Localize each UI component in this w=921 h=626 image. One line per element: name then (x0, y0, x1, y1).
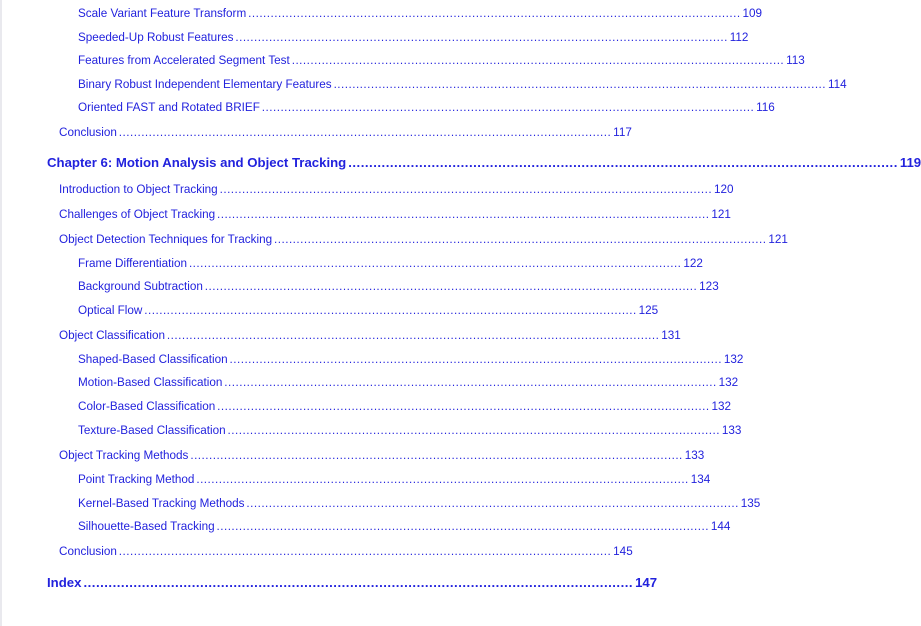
toc-entry-label: Object Classification (59, 328, 166, 342)
toc-entry-label: Scale Variant Feature Transform (78, 6, 247, 20)
toc-page-number: 123 (699, 279, 719, 293)
toc-page-number: 122 (683, 256, 703, 270)
toc-entry-optical-flow[interactable] (78, 303, 659, 317)
toc-page-number: 112 (729, 30, 749, 44)
toc-entry-texture-based[interactable] (78, 423, 742, 437)
toc-entry-index[interactable] (47, 575, 658, 590)
dot-leader: .................................................................................................................................... (83, 575, 634, 590)
toc-page-number: 135 (740, 496, 761, 510)
dot-leader: .................................................................................................................................... (227, 423, 720, 437)
dot-leader: .................................................................................................................................... (248, 6, 741, 20)
toc-entry-label: Motion-Based Classification (78, 375, 223, 389)
toc-entry-color-based[interactable] (78, 399, 732, 413)
toc-entry-label: Binary Robust Independent Elementary Features (78, 77, 332, 91)
toc-entry-sift[interactable] (78, 6, 763, 20)
toc-entry-label: Speeded-Up Robust Features (78, 30, 234, 44)
dot-leader: .................................................................................................................................... (204, 279, 698, 293)
toc-entry-label: Conclusion (59, 544, 117, 558)
toc-entry-label: Object Detection Techniques for Tracking (59, 232, 273, 246)
toc-entry-label: Kernel-Based Tracking Methods (78, 496, 245, 510)
toc-entry-label: Features from Accelerated Segment Test (78, 53, 290, 67)
dot-leader: .................................................................................................................................... (235, 30, 728, 44)
toc-entry-silhouette-based[interactable] (78, 519, 731, 533)
dot-leader: .................................................................................................................................... (144, 303, 637, 317)
toc-page-number: 119 (899, 155, 921, 170)
dot-leader: .................................................................................................................................... (217, 399, 710, 413)
toc-page-number: 114 (827, 77, 847, 91)
toc-entry-frame-differentiation[interactable] (78, 256, 703, 270)
toc-chapter-title: Chapter 6: Motion Analysis and Object Tracking (47, 155, 347, 170)
dot-leader: .................................................................................................................................... (118, 544, 612, 558)
toc-entry-label: Oriented FAST and Rotated BRIEF (78, 100, 260, 114)
dot-leader: .................................................................................................................................... (118, 125, 612, 139)
toc-chapter-title: Index (47, 575, 82, 590)
toc-entry-label: Challenges of Object Tracking (59, 207, 216, 221)
toc-entry-surf[interactable] (78, 30, 749, 44)
toc-page-number: 133 (721, 423, 742, 437)
toc-page-number: 121 (711, 207, 731, 221)
toc-page-number: 133 (684, 448, 705, 462)
dot-leader: .................................................................................................................................... (348, 155, 898, 170)
dot-leader: .................................................................................................................................... (224, 375, 717, 389)
toc-entry-label: Conclusion (59, 125, 117, 139)
toc-entry-detection-techniques[interactable] (59, 232, 788, 246)
dot-leader: .................................................................................................................................... (333, 77, 827, 91)
toc-page-number: 125 (638, 303, 659, 317)
toc-page-number: 117 (613, 125, 632, 139)
dot-leader: .................................................................................................................................... (291, 53, 785, 67)
toc-entry-fast[interactable] (78, 53, 805, 67)
toc-page-number: 147 (635, 575, 658, 590)
toc-entry-label: Shaped-Based Classification (78, 352, 228, 366)
dot-leader: .................................................................................................................................... (190, 448, 683, 462)
toc-entry-shaped-based[interactable] (78, 352, 744, 366)
dot-leader: .................................................................................................................................... (217, 207, 710, 221)
toc-entry-label: Silhouette-Based Tracking (78, 519, 215, 533)
toc-page-number: 116 (756, 100, 775, 114)
toc-entry-label: Optical Flow (78, 303, 143, 317)
toc-entry-label: Object Tracking Methods (59, 448, 189, 462)
toc-entry-tracking-methods[interactable] (59, 448, 705, 462)
toc-entry-conclusion-ch6[interactable] (59, 544, 633, 558)
toc-entry-orb[interactable] (78, 100, 775, 114)
toc-page-number: 120 (713, 182, 734, 196)
dot-leader: .................................................................................................................................... (274, 232, 767, 246)
toc-page-number: 145 (613, 544, 633, 558)
toc-entry-background-subtraction[interactable] (78, 279, 719, 293)
toc-entry-brief[interactable] (78, 77, 847, 91)
toc-page-number: 132 (718, 375, 739, 389)
toc-entry-label: Introduction to Object Tracking (59, 182, 218, 196)
dot-leader: .................................................................................................................................... (166, 328, 660, 342)
toc-entry-label: Background Subtraction (78, 279, 203, 293)
toc-entry-intro-object-tracking[interactable] (59, 182, 734, 196)
toc-page-number: 109 (742, 6, 763, 20)
dot-leader: .................................................................................................................................... (219, 182, 713, 196)
dot-leader: .................................................................................................................................... (216, 519, 709, 533)
toc-entry-conclusion-ch5[interactable] (59, 125, 632, 139)
toc-entry-chapter-6[interactable] (47, 155, 921, 170)
dot-leader: .................................................................................................................................... (261, 100, 755, 114)
toc-entry-kernel-based[interactable] (78, 496, 761, 510)
toc-entry-label: Point Tracking Method (78, 472, 195, 486)
toc-entry-motion-based[interactable] (78, 375, 739, 389)
toc-page-number: 113 (786, 53, 805, 67)
toc-page-number: 144 (710, 519, 731, 533)
toc-entry-point-tracking[interactable] (78, 472, 711, 486)
toc-entry-label: Color-Based Classification (78, 399, 216, 413)
page-left-edge (0, 0, 2, 626)
toc-page-number: 134 (690, 472, 711, 486)
dot-leader: .................................................................................................................................... (246, 496, 739, 510)
toc-entry-label: Texture-Based Classification (78, 423, 226, 437)
toc-page-number: 131 (661, 328, 681, 342)
dot-leader: .................................................................................................................................... (188, 256, 682, 270)
toc-entry-label: Frame Differentiation (78, 256, 188, 270)
dot-leader: .................................................................................................................................... (196, 472, 689, 486)
toc-entry-challenges[interactable] (59, 207, 731, 221)
toc-page-number: 121 (768, 232, 788, 246)
toc-entry-object-classification[interactable] (59, 328, 681, 342)
toc-page-number: 132 (711, 399, 732, 413)
dot-leader: .................................................................................................................................... (229, 352, 722, 366)
toc-page-number: 132 (723, 352, 744, 366)
